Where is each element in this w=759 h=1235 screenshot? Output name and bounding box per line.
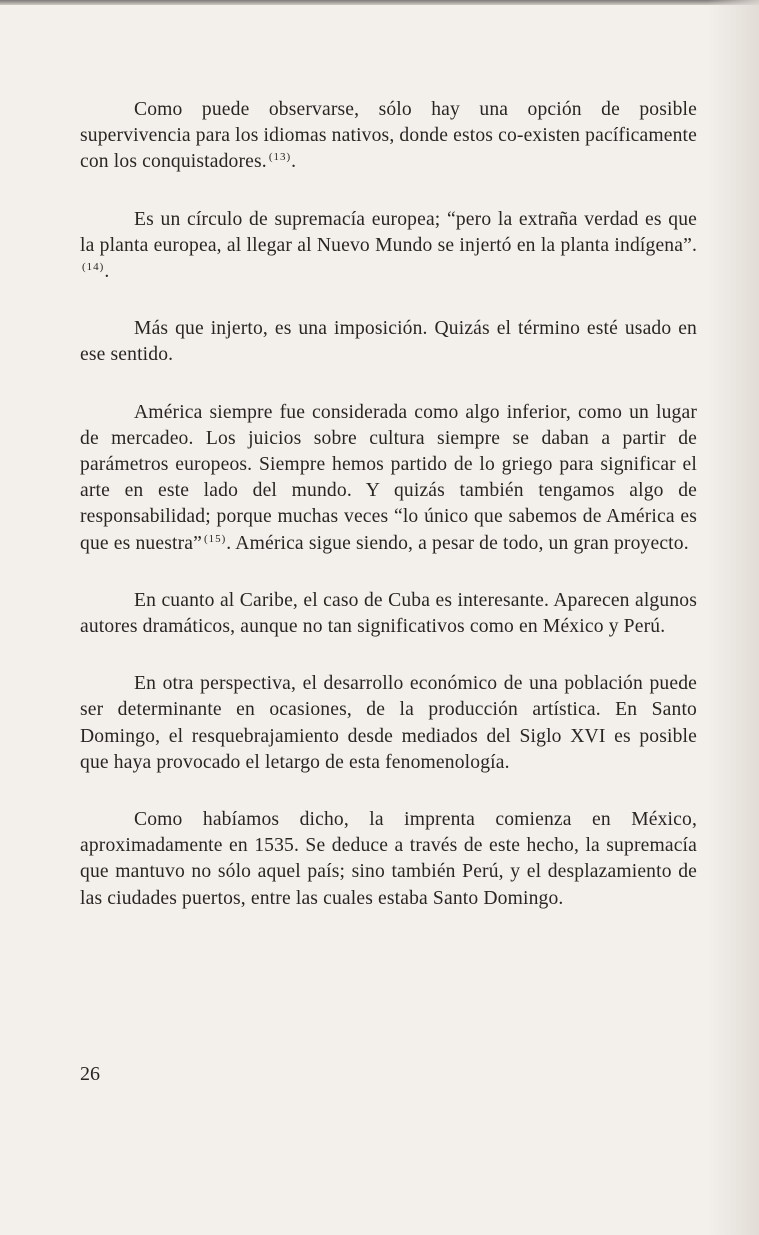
paragraph-7-text: Como habíamos dicho, la imprenta comienza en México, aproximadamente en 1535. Se deduce a través de este hecho, la supremacía que mantuvo no sólo aquel país; sino también Perú, y el desplazamiento de las ciudades puertos, entre las cuales estaba Santo Domingo. — [80, 809, 697, 909]
paragraph-5-text: En cuanto al Caribe, el caso de Cuba es interesante. Aparecen algunos autores dramáticos, aunque no tan significativos como en México y Perú. — [80, 589, 697, 638]
footnote-ref-14: (14) — [82, 261, 105, 274]
footnote-ref-15: (15) — [203, 532, 227, 545]
paragraph-4 — [80, 400, 697, 557]
paragraph-1-text: Como puede observarse, sólo hay una opción de posible supervivencia para los idiomas nativos, donde estos co-existen pacíficamente con los conquistadores. — [80, 99, 697, 173]
paragraph-4-tail: . América sigue siendo, a pesar de todo, un gran proyecto. — [226, 532, 689, 554]
paragraph-2-text: Es un círculo de supremacía europea; “pero la extraña verdad es que la planta europea, al llegar al Nuevo Mundo se injertó en la planta indígena”. — [80, 208, 697, 256]
paragraph-1 — [80, 97, 697, 176]
page-number: 26 — [80, 1063, 100, 1085]
paragraph-1-tail: . — [291, 151, 297, 173]
paragraph-6 — [80, 671, 697, 776]
top-edge-shadow — [0, 0, 759, 5]
paragraph-6-text: En otra perspectiva, el desarrollo económico de una población puede ser determinante en ocasiones, de la producción artística. En Santo Domingo, el resquebrajamiento desde mediados del Siglo XVI es posible que haya provocado el letargo de esta fenomenología. — [80, 673, 697, 773]
paragraph-4-text: América siempre fue considerada como algo inferior, como un lugar de mercadeo. Los juicios sobre cultura siempre se daban a partir de parámetros europeos. Siempre hemos partido de lo griego para significar el arte en este lado del mundo. Y quizás también tengamos algo de responsabilidad; porque muchas veces “lo único que sabemos de América es que es nuestra” — [80, 401, 697, 554]
paragraph-2 — [80, 207, 697, 286]
page-edge-shadow — [707, 0, 759, 1235]
paragraph-7 — [80, 807, 697, 912]
paragraph-3-text: Más que injerto, es una imposición. Quizás el término esté usado en ese sentido. — [80, 318, 697, 366]
footnote-ref-13: (13) — [268, 151, 292, 164]
paragraph-2-tail: . — [104, 261, 110, 283]
page-body — [80, 97, 697, 912]
paragraph-5 — [80, 588, 697, 640]
paragraph-3 — [80, 316, 697, 368]
